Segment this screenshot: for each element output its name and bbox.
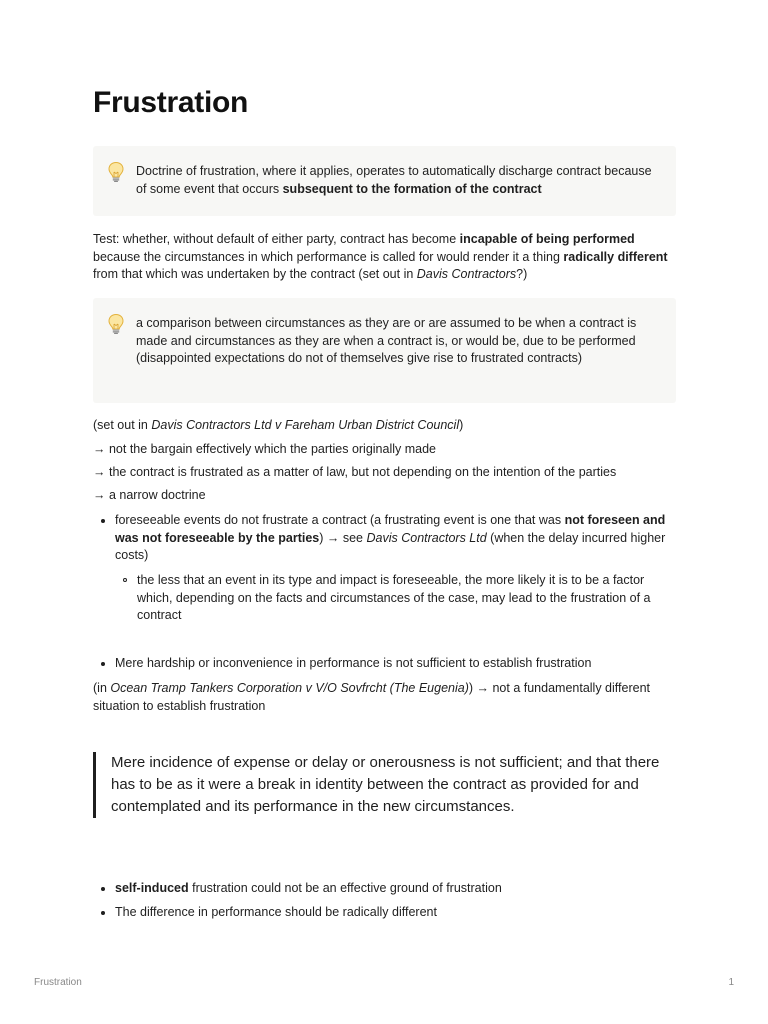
arrow-line: → a narrow doctrine <box>93 488 206 502</box>
lightbulb-icon <box>107 161 125 183</box>
text-span: ) <box>459 418 464 432</box>
text-span: (in <box>93 681 111 695</box>
callout-text: Doctrine of frustration, where it applies, operates to automatically discharge contract because of some event that occurs <box>136 164 652 196</box>
text-span: ) → see <box>319 530 367 545</box>
arrow-line: → the contract is frustrated as a matter of law, but not depending on the intention of the parties <box>93 465 617 479</box>
list-item: The difference in performance should be radically different <box>93 904 676 922</box>
bold-span: incapable of being performed <box>459 232 635 246</box>
text-span: ?) <box>516 267 528 281</box>
sub-bullet-list <box>115 572 676 625</box>
lightbulb-icon <box>107 313 125 335</box>
callout-doctrine <box>93 146 676 216</box>
list-item <box>93 512 676 565</box>
bullet-list <box>93 512 676 565</box>
page-title: Frustration <box>93 86 249 119</box>
list-item <box>93 880 676 898</box>
test-paragraph <box>93 231 676 284</box>
page-number: 1 <box>728 977 734 988</box>
text-span: Test: whether, without default of either party, contract has become <box>93 232 460 246</box>
list-item: Mere hardship or inconvenience in performance is not sufficient to establish frustration <box>93 655 676 673</box>
text-span: because the circumstances in which performance is called for would render it a thing <box>93 249 564 264</box>
bold-span: not foreseen and was not foreseeable by the parties <box>115 513 666 545</box>
case-name: Davis Contractors Ltd v Fareham Urban District Council <box>151 418 460 432</box>
blockquote: Mere incidence of expense or delay or onerousness is not sufficient; and that there has to be as it were a break in identity between the contract as provided for and contemplated and its performance in the new circumstances. <box>93 752 676 818</box>
text-span: (when the delay incurred higher costs) <box>115 530 666 562</box>
text-span: from that which was undertaken by the contract (set out in <box>93 267 417 281</box>
callout-bold-text: subsequent to the formation of the contract <box>282 181 542 196</box>
list-item: the less that an event in its type and impact is foreseeable, the more likely it is to be a factor which, depending on the facts and circumstances of the case, may lead to the frustration of a contract <box>115 572 676 625</box>
text-span: foreseeable events do not frustrate a contract (a frustrating event is one that was <box>115 513 565 527</box>
bullet-list <box>93 880 676 921</box>
text-span: ) → not a fundamentally different situation to establish frustration <box>93 681 650 713</box>
callout-comparison <box>93 298 676 403</box>
text-span: frustration could not be an effective ground of frustration <box>188 881 502 895</box>
text-span: (set out in <box>93 418 152 432</box>
case-name: Davis Contractors Ltd <box>366 530 487 545</box>
bold-span: self-induced <box>115 881 189 895</box>
bold-span: radically different <box>563 249 668 264</box>
footer-title: Frustration <box>34 977 82 988</box>
bullet-list <box>93 655 676 673</box>
eugenia-paragraph <box>93 680 676 715</box>
setout-line <box>93 417 463 435</box>
arrow-line: → not the bargain effectively which the parties originally made <box>93 442 437 456</box>
case-name: Ocean Tramp Tankers Corporation v V/O Sovfrcht (The Eugenia) <box>110 681 469 695</box>
case-name: Davis Contractors <box>416 267 517 281</box>
callout-text: a comparison between circumstances as they are or are assumed to be when a contract is made and circumstances as they are when a contract is, or would be, due to be performed (disappointed expectations do not of themselves give rise to frustrated contracts) <box>136 316 637 365</box>
